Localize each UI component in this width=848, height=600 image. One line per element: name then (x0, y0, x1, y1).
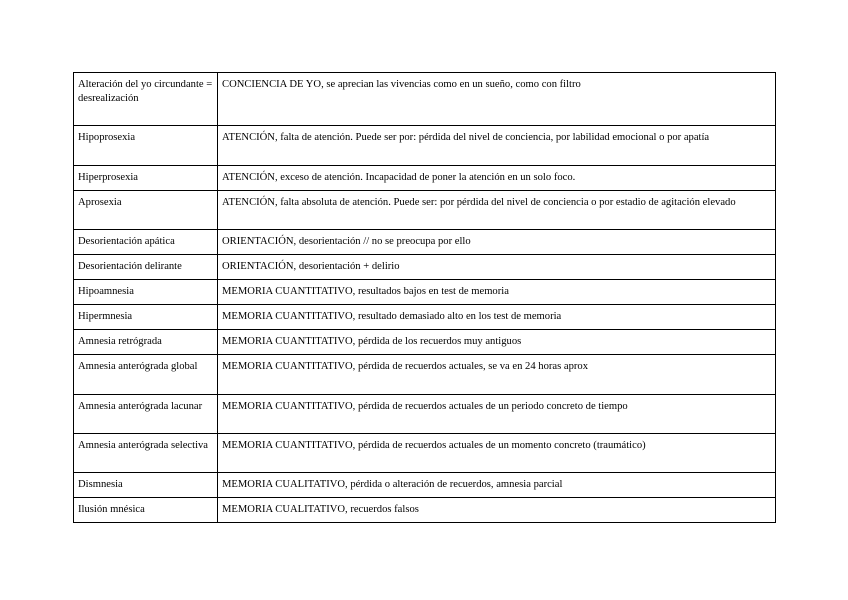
table-row (74, 166, 776, 191)
table-row (74, 230, 776, 255)
table-row (74, 473, 776, 498)
table-row (74, 73, 776, 126)
definition-cell: ORIENTACIÓN, desorientación + delirio (218, 255, 776, 280)
definition-cell: MEMORIA CUANTITATIVO, pérdida de los recuerdos muy antiguos (218, 330, 776, 355)
term-cell: Amnesia retrógrada (74, 330, 218, 355)
term-cell: Hipoprosexia (74, 126, 218, 166)
term-cell: Amnesia anterógrada global (74, 355, 218, 395)
table-row (74, 434, 776, 473)
table-row (74, 395, 776, 434)
table-row (74, 498, 776, 523)
term-cell: Hiperprosexia (74, 166, 218, 191)
term-cell: Amnesia anterógrada lacunar (74, 395, 218, 434)
table-row (74, 330, 776, 355)
definition-cell: MEMORIA CUANTITATIVO, pérdida de recuerdos actuales, se va en 24 horas aprox (218, 355, 776, 395)
term-cell: Hipoamnesia (74, 280, 218, 305)
definition-cell: MEMORIA CUANTITATIVO, resultados bajos en test de memoria (218, 280, 776, 305)
glossary-table (73, 72, 776, 523)
definition-cell: MEMORIA CUANTITATIVO, pérdida de recuerdos actuales de un momento concreto (traumático) (218, 434, 776, 473)
table-row (74, 255, 776, 280)
table-row (74, 191, 776, 230)
definition-cell: ATENCIÓN, exceso de atención. Incapacidad de poner la atención en un solo foco. (218, 166, 776, 191)
term-cell: Desorientación apática (74, 230, 218, 255)
term-cell: Amnesia anterógrada selectiva (74, 434, 218, 473)
term-cell: Hipermnesia (74, 305, 218, 330)
table-row (74, 355, 776, 395)
table-row (74, 280, 776, 305)
table-row (74, 305, 776, 330)
definition-cell: MEMORIA CUALITATIVO, pérdida o alteración de recuerdos, amnesia parcial (218, 473, 776, 498)
definition-cell: MEMORIA CUANTITATIVO, resultado demasiado alto en los test de memoria (218, 305, 776, 330)
definition-cell: MEMORIA CUANTITATIVO, pérdida de recuerdos actuales de un periodo concreto de tiempo (218, 395, 776, 434)
table-row (74, 126, 776, 166)
definition-cell: ORIENTACIÓN, desorientación // no se preocupa por ello (218, 230, 776, 255)
term-cell: Aprosexia (74, 191, 218, 230)
definition-cell: MEMORIA CUALITATIVO, recuerdos falsos (218, 498, 776, 523)
definition-cell: ATENCIÓN, falta de atención. Puede ser por: pérdida del nivel de conciencia, por labilidad emocional o por apatía (218, 126, 776, 166)
term-cell: Desorientación delirante (74, 255, 218, 280)
term-cell: Dismnesia (74, 473, 218, 498)
term-cell: Alteración del yo circundante = desrealización (74, 73, 218, 126)
definition-cell: ATENCIÓN, falta absoluta de atención. Puede ser: por pérdida del nivel de conciencia o por estadio de agitación elevado (218, 191, 776, 230)
term-cell: Ilusión mnésica (74, 498, 218, 523)
definition-cell: CONCIENCIA DE YO, se aprecian las vivencias como en un sueño, como con filtro (218, 73, 776, 126)
